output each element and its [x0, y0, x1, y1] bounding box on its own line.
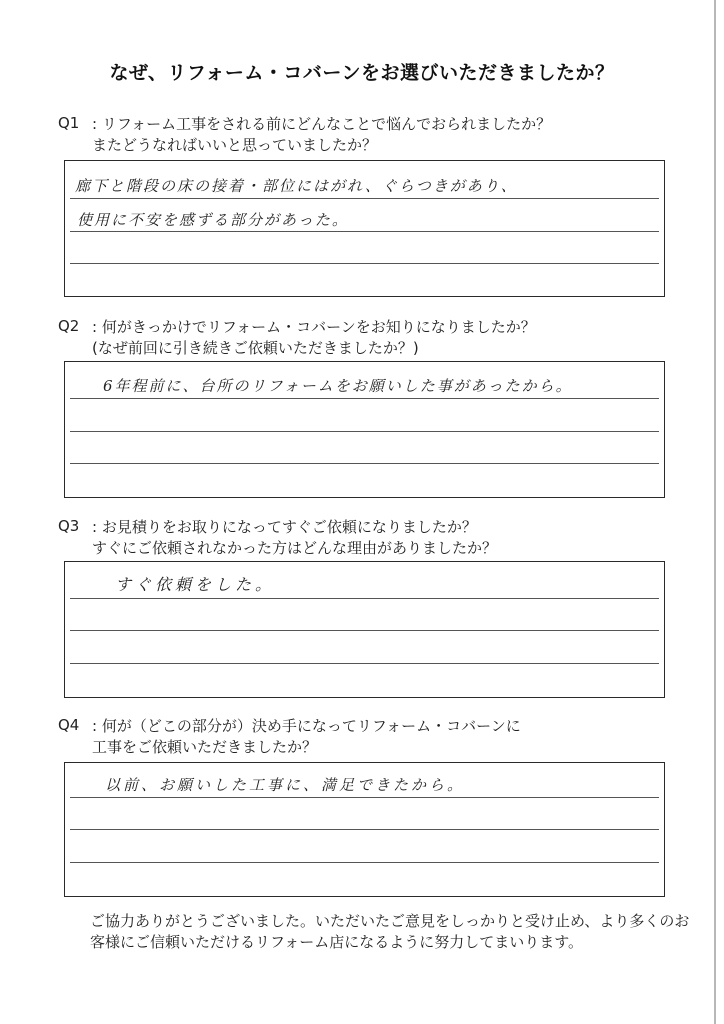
ruled-line: [70, 663, 659, 664]
answer-2-box: [64, 361, 665, 498]
ruled-line: [70, 463, 659, 464]
answer-4-box: [64, 762, 665, 897]
answer-3-line-1: すぐ依頼をした。: [115, 575, 276, 594]
ruled-line: [70, 598, 659, 599]
page-title: なぜ、リフォーム・コバーンをお選びいただきましたか？: [109, 62, 615, 84]
question-4-text: : 何が（どこの部分が）決め手になってリフォーム・コバーンに 工事をご依頼いただきましたか？: [92, 717, 521, 756]
ruled-line: [70, 829, 659, 830]
question-1-label: Q1: [58, 114, 80, 132]
closing-message: ご協力ありがとうございました。いただいたご意見をしっかりと受け止め、より多くのお客様にご信頼いただけるリフォーム店になるように努力してまいります。: [90, 912, 690, 951]
ruled-line: [70, 263, 659, 264]
question-1-text: : リフォーム工事をされる前にどんなことで悩んでおられましたか？ またどうなればいいと思っていましたか？: [92, 115, 552, 154]
question-2-label: Q2: [58, 317, 80, 335]
ruled-line: [70, 231, 659, 232]
question-2-text: : 何がきっかけでリフォーム・コバーンをお知りになりましたか？ (なぜ前回に引き続きご依頼いただきましたか？): [92, 318, 536, 357]
answer-1-line-1: 廊下と階段の床の接着・部位にはがれ、ぐらつきがあり、: [75, 177, 518, 195]
answer-1-line-2: 使用に不安を感ずる部分があった。: [77, 211, 349, 229]
ruled-line: [70, 431, 659, 432]
page-edge-line: [714, 0, 716, 1024]
question-4-label: Q4: [58, 716, 80, 734]
ruled-line: [70, 198, 659, 199]
answer-2-line-1: 6年程前に、台所のリフォームをお願いした事があったから。: [103, 377, 573, 395]
question-3-text: : お見積りをお取りになってすぐご依頼になりましたか？ すぐにご依頼されなかった方はどんな理由がありましたか？: [92, 518, 498, 557]
answer-4-line-1: 以前、お願いした工事に、満足できたから。: [105, 776, 466, 794]
answer-1-box: [64, 160, 665, 297]
ruled-line: [70, 797, 659, 798]
ruled-line: [70, 398, 659, 399]
answer-3-box: [64, 561, 665, 698]
ruled-line: [70, 630, 659, 631]
question-3-label: Q3: [58, 517, 80, 535]
ruled-line: [70, 862, 659, 863]
